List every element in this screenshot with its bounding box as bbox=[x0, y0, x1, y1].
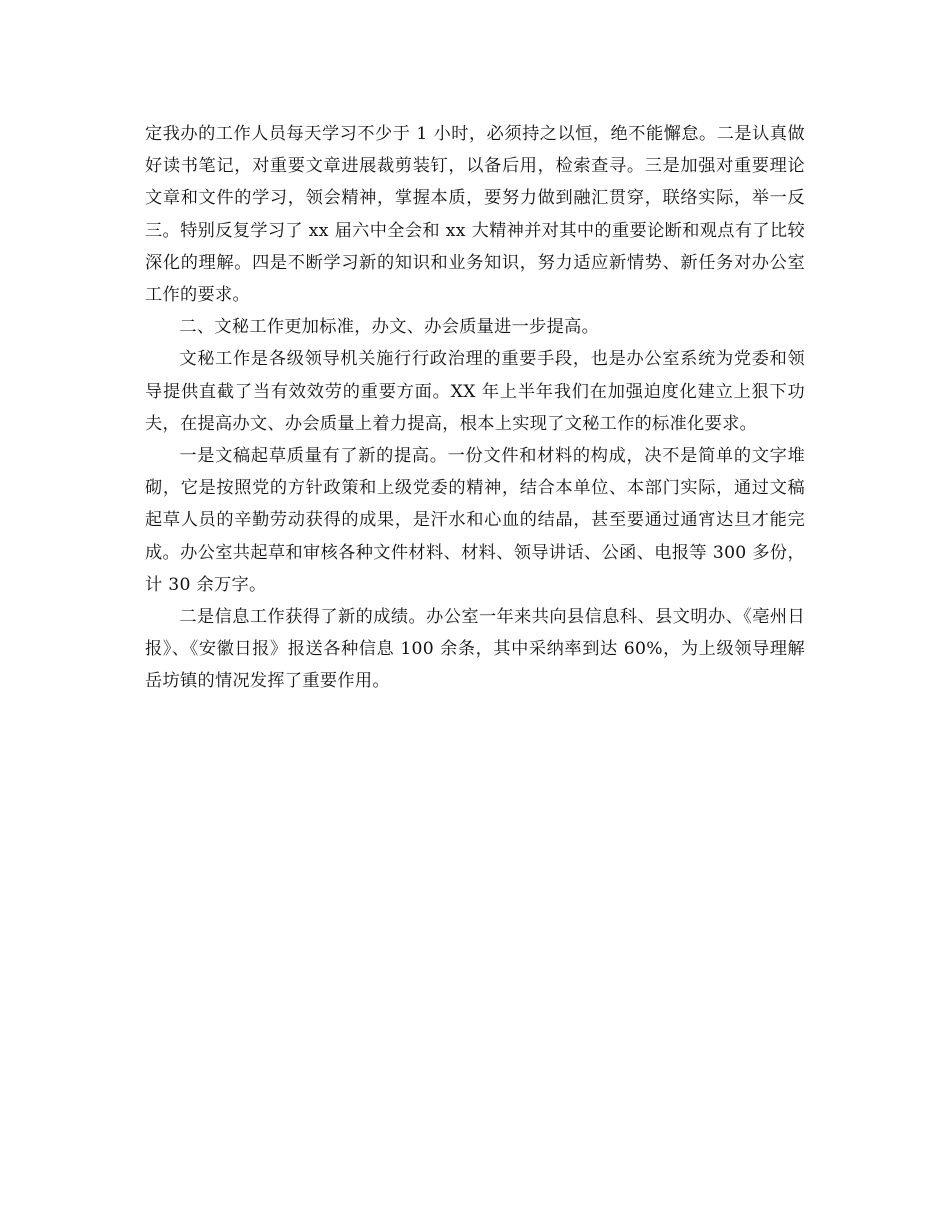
document-body bbox=[145, 118, 805, 698]
paragraph-drafting-quality: 一是文稿起草质量有了新的提高。一份文件和材料的构成，决不是简单的文字堆砌，它是按照党的方针政策和上级党委的精神，结合本单位、本部门实际，通过文稿起草人员的辛勤劳动获得的成果，是汗水和心血的结晶，甚至要通过通宵达旦才能完成。办公室共起草和审核各种文件材料、材料、领导讲话、公函、电报等 300 多份，计 30 余万字。 bbox=[145, 446, 805, 595]
paragraph-secretarial-work: 文秘工作是各级领导机关施行行政治理的重要手段，也是办公室系统为党委和领导提供直截了当有效效劳的重要方面。XX 年上半年我们在加强迫度化建立上狠下功夫，在提高办文、办会质量上着力提高，根本上实现了文秘工作的标准化要求。 bbox=[145, 349, 805, 434]
section-heading: 二、文秘工作更加标准，办文、办会质量进一步提高。 bbox=[179, 317, 600, 338]
paragraph-information-work: 二是信息工作获得了新的成绩。办公室一年来共向县信息科、县文明办、《亳州日报》、《安徽日报》报送各种信息 100 余条，其中采纳率到达 60%，为上级领导理解岳坊镇的情况发挥了重要作用。 bbox=[145, 607, 805, 692]
paragraph-continuation: 定我办的工作人员每天学习不少于 1 小时，必须持之以恒，绝不能懈怠。二是认真做好读书笔记，对重要文章进展裁剪装钉，以备后用，检索查寻。三是加强对重要理论文章和文件的学习，领会精神，掌握本质，要努力做到融汇贯穿，联络实际，举一反三。特别反复学习了 xx 届六中全会和 xx 大精神并对其中的重要论断和观点有了比较深化的理解。四是不断学习新的知识和业务知识，努力适应新情势、新任务对办公室工作的要求。 bbox=[145, 124, 805, 306]
